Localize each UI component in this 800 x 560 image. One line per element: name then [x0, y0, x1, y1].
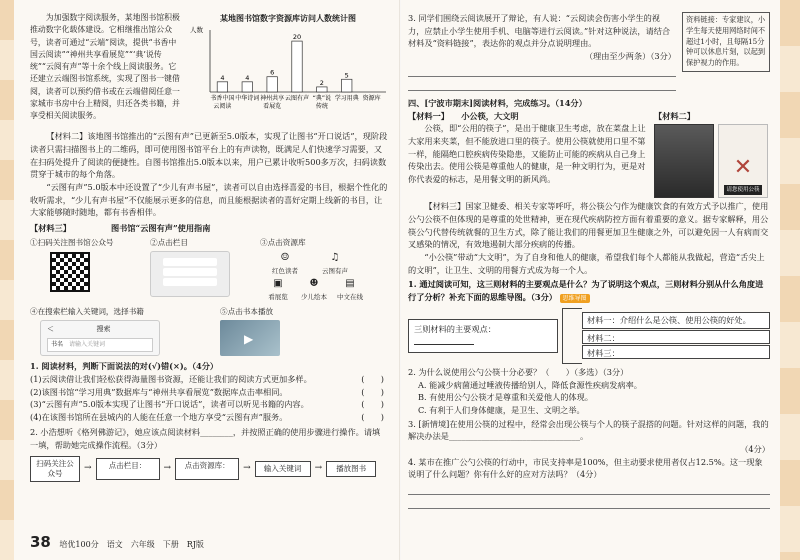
material-two: 【材料二】该地图书馆推出的“云图有声”已更新至5.0版本，实现了让图书“开口说话”，现阶段读者只需扫描图书上的二维码，即可使用图书馆平台上的有声读物，既满足人们快速学习需要，又在扫码处提升了阅读的便捷性。自图书馆推出5.0版本以来，用户已累计收听500多万次，扫码读数贯穿于城市的每个角落。: [30, 131, 388, 180]
data-label-5: 5: [344, 71, 349, 80]
data-label-3: 20: [292, 33, 302, 42]
material-one: 【材料一】 小公筷，大文明 公筷，即“公用的筷子”，是出于健康卫生考虑，放在菜盘上让大家用来夹菜，但不能放进口里的筷子。使用公筷就使用口里不第一样，能隔绝口腔疾病传染隐患，又能防止可能的疾病从自己身上传染出去。使用公筷是尊重他人的健康，是一种文明行为，更是对你代表爱的标志，是用餐文明的新风尚。: [408, 110, 646, 185]
kids-book-icon: ☻: [309, 278, 319, 290]
question-2: 2. 小浩想听《格列佛游记》，她应该点阅读材料________，并按照正确的使用步骤进行操作。请填一填，帮助她完成操作流程。（3分） 扫码关注公众号 → 点击栏目： → 点击资源库： → 输入关键词 → 播放图书: [30, 426, 388, 482]
question-r3: 3. [新情境]在使用公筷的过程中，经常会出现公筷与个人的筷子混搭的问题。针对这样的问题，我的解决办法是________________________________。 （4分）: [408, 418, 770, 455]
chopsticks-poster: [654, 124, 770, 198]
guide-step-4: ④在搜索栏输入关键词，选择书籍 ＜ 搜索 书名 请输入关键词: [30, 306, 220, 357]
info-link-box: 资料链接：专家建议，小学生每天使用网络时间不超过1小时，且每隔15分钟可以休息片刻，以起到保护视力的作用。: [682, 12, 770, 72]
bar-chart: [188, 12, 388, 128]
audio-icon: ♫: [330, 252, 340, 264]
bar-4: [317, 87, 327, 92]
chopsticks-icon: ✕: [733, 154, 753, 180]
page-footer: [30, 531, 204, 554]
right-page: 3. 同学们围绕云阅读展开了辩论，有人说：“云阅读会伤害小学生的视力，应禁止小学生使用手机、电脑等进行云阅读。”针对这种说法，请结合材料及“资料链接”，表达你的观点并分点说明理由。 （理由至少两条）（3分） 资料链接：专家建议，小学生每天使用网络时间不超过1小时，且每隔15分钟可以休息片刻，以起到保护视力的作用。 四、[宁波市期末]阅读材料，完成练习。（14分） 【材料一】 小公筷，大文明 公筷，即“公用的筷子”，是出于健康卫生考虑，放在菜盘上让大家用来夹菜，但不能放进口里的筷子。使用公筷就使用口里不第一样，能隔绝口腔疾病传染隐患，又能防止可能的疾病从自己身上传染出去。使用公筷是尊重他人的健康，是一种文明行为，更是对你代表爱的标志，是用餐文明的新风尚。 【材料二】 ✕ 请您使用公筷 【材料三】国家卫健委、相关专家等呼吁，将公筷公勺作为健康饮食的有效方式予以推广，使用公勺公筷不但体现的是尊重的处世精神，更在现代疾病防控方面有着重要的意义。据专家解释，用公筷公勺代替传统就餐的卫生方式，除了能让我们的用餐更加卫生健康之外，可以避免因一人有病而交叉感染的情况，有效地遏制大部分疾病的传播。 “小公筷”带动“大文明”，为了自身和他人的健康，希望我们每个人都能从我做起，营造“舌尖上的文明”，让卫生、文明的用餐方式成为每一个人。 1. 通过阅读可知，这三则材料的主要观点是什么？为了说明这个观点，三则材料分别从什么角度进行了分析？补充下面的思维导图。（3分） 思维导图 三则材料的主要观点： 材料一：介绍什么是公筷、使用公筷的好处。 材料二： 材料三： 2. 为什么说使用公勺公筷十分必要？（ ）（多选）（3分） A. 能减少病菌通过唾液传播给别人，降低食源性疾病发病率。 B. 有使用公勺公筷才是尊重和关爱他人的体现。 C. 有利于人们身体健康，是卫生、文明之举。 3. [新情境]在使用公筷的过程中，经常会出现公筷与个人的筷子混搭的问题。针对这样的问题，我的解决办法是________________________________。 （4分） 4. 某市在推广公勺公筷的行动中，市民支持率是100%，但主动要求使用者仅占12.5%。这一现象说明了什么问题？你有什么好的应对方法吗？（4分）: [400, 0, 800, 560]
guide-step-2: ②点击栏目: [150, 237, 260, 298]
guide-step-1: ①扫码关注图书馆公众号: [30, 237, 150, 293]
guide-step-3: ③点击资源库 ☺ 红色读者 ♫ 云图有声 ▣ 看展览 ☻ 少儿绘本 ▤ 中文在线: [260, 237, 388, 302]
tick-label-2-0: 神州共享: [260, 95, 285, 103]
material-two-b: “云图有声”5.0版本中还设置了“少儿有声书屋”，读者可以自由选择喜爱的书目，根据个性化的收听需求，“少儿有声书屋”不仅能展示更多的信息，而且能根据读者的喜好定期上线新的书目，让大家能够随时随地，都有书香相伴。: [30, 181, 388, 218]
book-icon: ▤: [345, 278, 355, 290]
question-r4: 4. 某市在推广公勺公筷的行动中，市民支持率是100%，但主动要求使用者仅占12.5%。这一现象说明了什么问题？你有什么好的应对方法吗？（4分）: [408, 456, 770, 509]
page-number: 38: [30, 532, 51, 551]
mind-map: 三则材料的主要观点： 材料一：介绍什么是公筷、使用公筷的好处。 材料二： 材料三：: [408, 308, 770, 364]
flow-step-2[interactable]: 点击栏目：: [96, 458, 160, 480]
data-label-1: 4: [245, 74, 250, 83]
tick-label-0-0: 书香中国: [210, 95, 235, 103]
tick-label-6-0: 资源库: [362, 95, 381, 103]
chart-title: 某地图书馆数字资源库访问人数统计图: [220, 13, 356, 23]
data-label-4: 2: [319, 79, 324, 88]
menu-screenshot: [150, 251, 230, 297]
tick-label-2-1: 看展览: [263, 103, 282, 111]
bar-0: [217, 82, 227, 92]
guide-title: 图书馆“云图有声”使用指南: [110, 223, 211, 234]
flow-step-3[interactable]: 点击资源库：: [175, 458, 239, 480]
poster-sign: ✕ 请您使用公筷: [718, 124, 768, 198]
flow-step-1: 扫码关注公众号: [30, 456, 80, 482]
bar-3: [292, 41, 302, 92]
material-two: 【材料二】 ✕ 请您使用公筷: [654, 110, 770, 199]
intro-text: 为加强数字阅读服务，某地图书馆积极推动数字化载体建设。它相继推出馆公众号，读者可通过“云端”阅读，提供“书香中国云阅读”“神州共享看展览”“‘典’说传统”“云阅有声”等十余个线上阅读服务。它还建立云端图书馆系统，实现了图书一键借阅，读者可以预约借书或在云端借阅任意一家城市书房中台上精阅，归还各类书籍，并享受相关阅读服务。: [30, 13, 180, 120]
tick-label-5-0: 学习用典: [334, 95, 359, 103]
poster-image: [654, 124, 714, 198]
book-info: 培优100分 语文 六年级 下册 RJ版: [59, 539, 204, 549]
reader-icon: ☺: [280, 252, 290, 264]
material-three: 【材料三】国家卫健委、相关专家等呼吁，将公筷公勺作为健康饮食的有效方式予以推广，使用公勺公筷不但体现的是尊重的处世精神，更在现代疾病防控方面有着重要的意义。据专家解释，用公筷公勺代替传统就餐的卫生方式，除了能让我们的用餐更加卫生健康之外，可以避免因一人有病而交叉感染的情况，有效地遏制大部分疾病的传播。: [408, 201, 769, 250]
section-four: 四、[宁波市期末]阅读材料，完成练习。（14分）: [408, 97, 587, 108]
flow-step-5: 播放图书: [326, 461, 376, 477]
question-r2: 2. 为什么说使用公勺公筷十分必要？（ ）（多选）（3分） A. 能减少病菌通过唾液传播给别人，降低食源性疾病发病率。 B. 有使用公勺公筷才是尊重和关爱他人的体现。 C. 有利于人们身体健康，是卫生、文明之举。: [408, 366, 642, 415]
bar-2: [267, 77, 277, 92]
search-screenshot: ＜ 搜索 书名 请输入关键词: [40, 320, 160, 356]
question-r1: 1. 通过阅读可知，这三则材料的主要观点是什么？为了说明这个观点，三则材料分别从什么角度进行了分析？补充下面的思维导图。（3分） 思维导图 三则材料的主要观点： 材料一：介绍什么是公筷、使用公筷的好处。 材料二： 材料三：: [408, 278, 770, 363]
flow-step-4: 输入关键词: [255, 461, 311, 477]
player-screenshot: [220, 320, 280, 356]
bar-5: [341, 80, 351, 93]
question-3: 3. 同学们围绕云阅读展开了辩论，有人说：“云阅读会伤害小学生的视力，应禁止小学生使用手机、电脑等进行云阅读。”针对这种说法，请结合材料及“资料链接”，表达你的观点并分点说明理由。 （理由至少两条）（3分）: [408, 12, 676, 91]
guide-step-5: ⑤点击书本播放 ▶: [220, 306, 388, 357]
tick-label-0-1: 云阅读: [213, 103, 232, 111]
data-label-0: 4: [220, 74, 225, 83]
tick-label-1-0: 中华诗词: [235, 95, 260, 103]
search-field-label: 书名: [51, 341, 64, 349]
tick-label-3-0: 云图有声: [284, 95, 310, 103]
play-icon: ▶: [244, 332, 254, 347]
question-1: 1. 阅读材料，判断下面说法的对(√)错(×)。（4分） (1)云阅读借让我们轻松获得海量图书资源，还能让我们的阅读方式更加多样。 ( ) (2)该图书馆“学习用典”数据库与“神州共享看展览”数据库点击率相同。 ( ) (3)“云图有声”5.0版本实现了让图书“开口说话”，读者可以听见书籍的内容。 ( ) (4)在该图书馆所在县城内的人能在任意一个地方享受“云图有声”服务。 ( ): [30, 361, 384, 423]
data-label-2: 6: [270, 69, 275, 78]
chart-svg: [188, 24, 388, 124]
y-axis-label: 人数: [190, 26, 203, 35]
material-three-label: 【材料三】: [30, 223, 71, 234]
search-input: 请输入关键词: [69, 341, 106, 349]
tick-label-4-1: 传统: [315, 103, 328, 111]
qr-code-icon: [50, 252, 90, 292]
tick-label-4-0: “典”说: [312, 95, 331, 103]
exhibit-icon: ▣: [273, 278, 283, 290]
bar-1: [242, 82, 252, 92]
